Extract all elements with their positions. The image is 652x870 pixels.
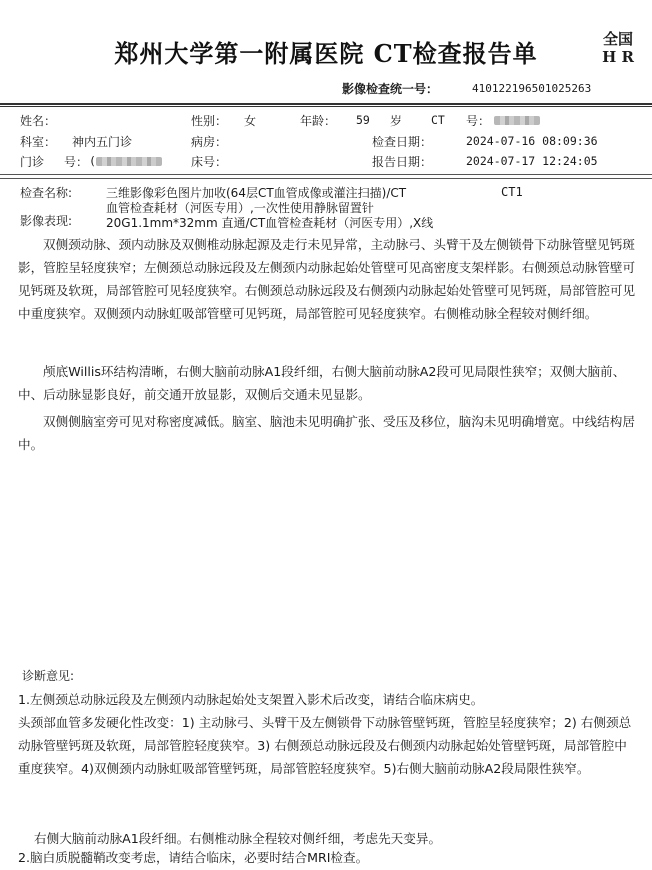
redacted-clinic-number [96, 157, 162, 166]
serial-number-label: 影像检查统一号： [342, 82, 439, 96]
gender-label: 性别： [191, 114, 228, 128]
age-unit: 岁 [390, 114, 403, 128]
diagnosis-title: 诊断意见: [22, 669, 75, 683]
department-label: 科室： [20, 135, 57, 149]
clinic-number-label: 号： [64, 155, 89, 169]
exam-name-line-3: 20G1.1mm*32mm 直通/CT血管检查耗材（河医专用）,X线 [106, 216, 434, 230]
gender-value: 女 [244, 114, 257, 128]
findings-paragraph-3: 双侧侧脑室旁可见对称密度减低。脑室、脑池未见明确扩张、受压及移位，脑沟未见明确增宽。中线结构居中。 [18, 414, 635, 452]
age-value: 59 [356, 113, 370, 127]
corner-mark [598, 30, 638, 66]
report-date-label: 报告日期： [372, 155, 433, 169]
diagnosis-item-1: 1.左侧颈总动脉远段及左侧颈内动脉起始处支架置入影术后改变，请结合临床病史。 [18, 692, 484, 707]
ward-label: 病房： [191, 135, 228, 149]
findings-paragraph-1: 双侧颈动脉、颈内动脉及双侧椎动脉起源及走行未见异常，主动脉弓、头臂干及左侧锁骨下动脉管壁见钙斑影，管腔呈轻度狭窄；左侧颈总动脉远段及左侧颈内动脉起始处管壁可见高密度支架样影。右侧颈总动脉管壁可见钙斑及软斑，局部管腔可见轻度狭窄。右侧颈总动脉远段及右侧颈内动脉起始处管壁可见钙斑，局部管腔可见中重度狭窄。双侧颈内动脉虹吸部管壁可见钙斑，局部管腔可见轻度狭窄。右侧椎动脉全程较对侧纤细。 [18, 237, 636, 321]
exam-date-value: 2024-07-16 08:09:36 [466, 134, 598, 148]
report-title: 郑州大学第一附属医院 CT检查报告单 [114, 39, 538, 68]
corner-line-2: H R [602, 48, 634, 66]
ct-number-label: 号： [466, 114, 491, 128]
clinic-number-value: ( [89, 154, 96, 168]
diagnosis-item-2: 头颈部血管多发硬化性改变：1) 主动脉弓、头臂干及左侧锁骨下动脉管壁钙斑，管腔呈轻度狭窄；2) 右侧颈总动脉管壁钙斑及软斑，局部管腔轻度狭窄。3) 右侧颈总动脉远段及右侧颈内动脉起始处管壁钙斑，局部管腔中重度狭窄。4)双侧颈内动脉虹吸部管壁钙斑，局部管腔轻度狭窄。5)右侧大脑前动脉A2段局限性狭窄。 [18, 715, 632, 776]
exam-date-label: 检查日期： [372, 135, 433, 149]
report-date-value: 2024-07-17 12:24:05 [466, 154, 598, 168]
info-divider-2 [0, 178, 652, 179]
diagnosis-item-4: 2.脑白质脱髓鞘改变考虑，请结合临床，必要时结合MRI检查。 [18, 850, 369, 865]
header-divider-thick [0, 103, 652, 105]
patient-name-label: 姓名： [20, 114, 57, 128]
serial-number-value: 410122196501025263 [472, 82, 592, 95]
age-label: 年龄： [300, 114, 337, 128]
redacted-ct-number [494, 116, 540, 125]
bed-label: 床号： [191, 155, 228, 169]
header-divider-thin [0, 106, 652, 107]
findings-paragraph-2: 颅底Willis环结构清晰，右侧大脑前动脉A1段纤细，右侧大脑前动脉A2段可见局限性狭窄；双侧大脑前、中、后动脉显影良好，前交通开放显影，双侧后交通未见显影。 [18, 364, 626, 402]
info-divider-1 [0, 174, 652, 175]
exam-name-line-1: 三维影像彩色图片加收(64层CT血管成像或灌注扫描)/CT [106, 186, 407, 200]
clinic-label: 门诊 [20, 155, 45, 169]
diagnosis-item-3: 右侧大脑前动脉A1段纤细。右侧椎动脉全程较对侧纤细，考虑先天变异。 [34, 831, 442, 846]
exam-ct-code: CT1 [501, 185, 523, 199]
ct-label: CT [431, 113, 445, 127]
findings-label: 影像表现: [20, 214, 73, 228]
exam-name-line-2: 血管检查耗材（河医专用）,一次性使用静脉留置针 [106, 201, 374, 215]
department-value: 神内五门诊 [72, 135, 133, 149]
corner-line-1: 全国 [602, 30, 633, 48]
exam-name-label: 检查名称: [20, 186, 73, 200]
